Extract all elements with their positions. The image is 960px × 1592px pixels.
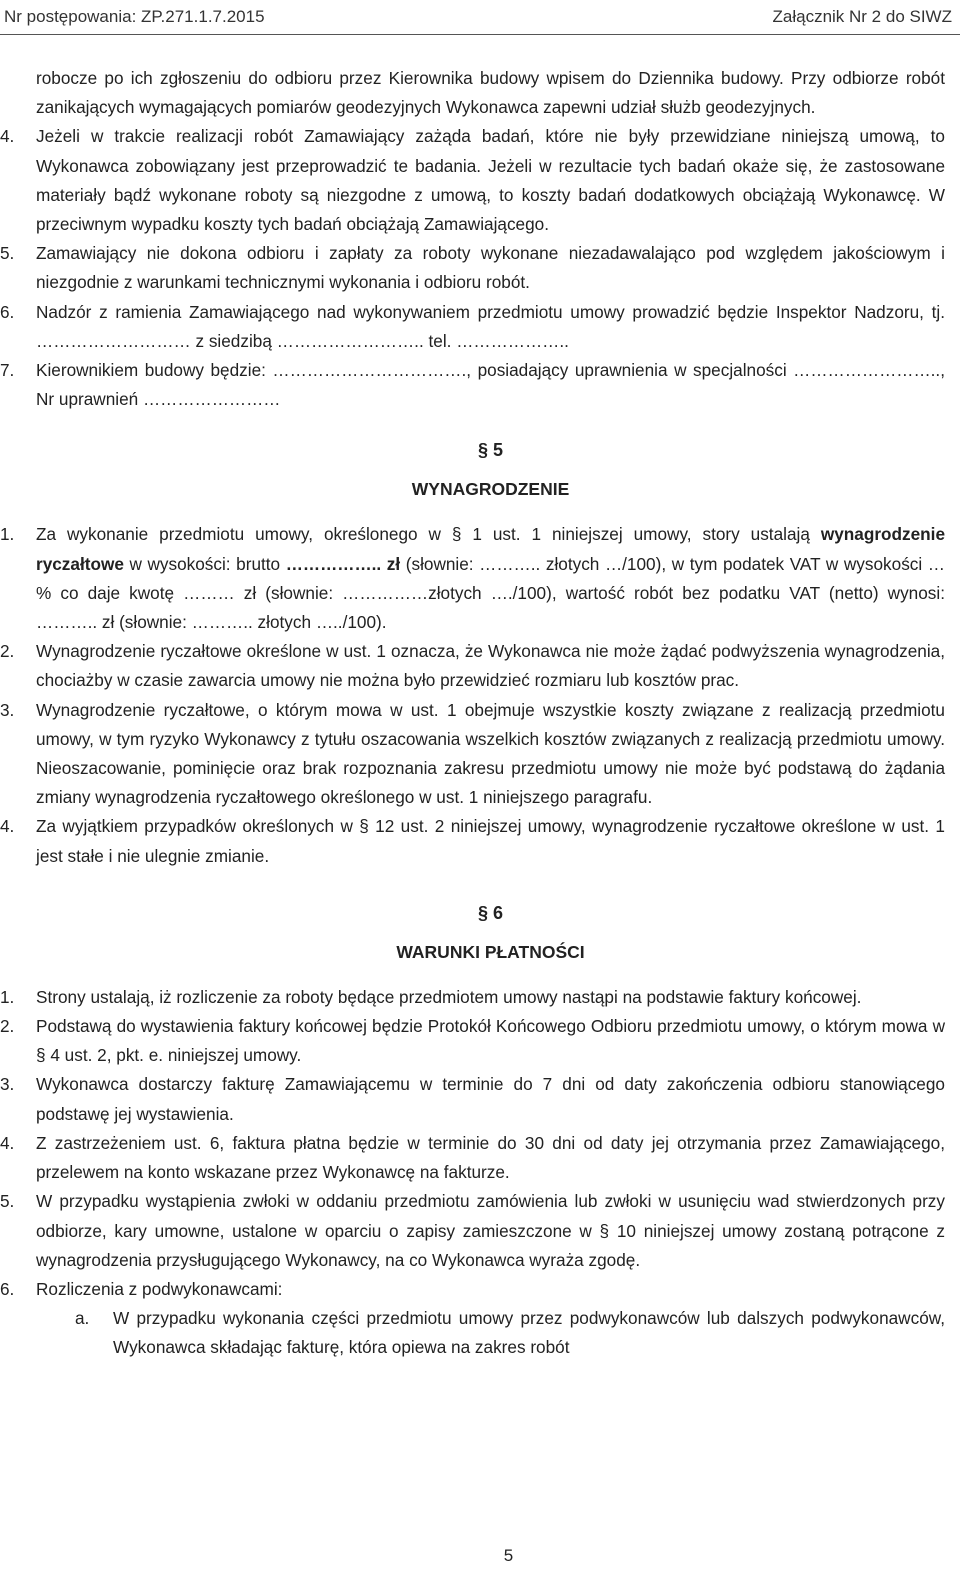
list-text: Strony ustalają, iż rozliczenie za roboty będące przedmiotem umowy nastąpi na podstawie faktury końcowej. (36, 986, 862, 1007)
section-5-sign: § 5 (477, 440, 504, 461)
list-item (0, 298, 945, 356)
bold-amount: …………….. zł (285, 553, 401, 574)
list-text: Kierownikiem budowy będzie: ……………………………., posiadający uprawnienia w specjalności …………………….., Nr uprawnień …………………… (36, 360, 945, 410)
section-6-sign: § 6 (477, 902, 504, 923)
list-text: Jeżeli w trakcie realizacji robót Zamawiający zażąda badań, które nie były przewidziane niniejszą umową, to Wykonawca zobowiązany jest przeprowadzić te badania. Jeżeli w rezultacie tych badań okaże się, że zastosowane materiały bądź wykonane roboty są niezgodne z umową, to koszty badań dodatkowych obciążają Wykonawcę. W przeciwnym wypadku koszty tych badań obciążają Zamawiającego. (36, 126, 945, 235)
sub-list-item (0, 1304, 945, 1362)
list-text-part: w wysokości: brutto (123, 553, 286, 574)
list-text: Za wyjątkiem przypadków określonych w § 12 ust. 2 niniejszej umowy, wynagrodzenie ryczałtowe określone w ust. 1 jest stałe i nie ulegnie zmianie. (36, 816, 945, 866)
list-number: 3. (0, 1074, 15, 1095)
list-item (0, 1275, 945, 1304)
list-number: 4. (0, 1132, 15, 1153)
list-item (0, 812, 945, 870)
list-item (0, 356, 945, 414)
attachment-label: Załącznik Nr 2 do SIWZ (772, 7, 952, 26)
bold-term: wynagrodzenie ryczałtowe (36, 524, 945, 574)
sub-list-text: W przypadku wykonania części przedmiotu umowy przez podwykonawców lub dalszych podwykonawców, Wykonawca składając fakturę, która opiewa na zakres robót (113, 1308, 945, 1358)
list-number: 4. (0, 816, 15, 837)
list-number: 2. (0, 1016, 15, 1037)
list-number: 5. (0, 243, 15, 264)
page-header (0, 4, 960, 34)
section-5-title: WYNAGRODZENIE (411, 479, 570, 500)
list-item (0, 239, 945, 297)
page-number: 5 (503, 1546, 514, 1565)
list-item (0, 983, 945, 1012)
list-item (0, 1012, 945, 1070)
list-text-part: (słownie: ……….. złotych …/100), w tym podatek VAT w wysokości …% co daje kwotę ……… zł (słownie: ……………złotych …./100), wartość robót bez podatku VAT (netto) wynosi: ……….. zł (słownie: ……….. złotych …../100). (36, 553, 945, 633)
list-text: Podstawą do wystawienia faktury końcowej będzie Protokół Końcowego Odbioru przedmiotu umowy, o którym mowa w § 4 ust. 2, pkt. e. niniejszej umowy. (36, 1016, 945, 1066)
list-text: W przypadku wystąpienia zwłoki w oddaniu przedmiotu zamówienia lub zwłoki w usunięciu wad stwierdzonych przy odbiorze, kary umowne, ustalone w oparciu o zapisy zamieszczone w § 10 niniejszej umowy zostaną potrącone z wynagrodzenia przysługującego Wykonawcy, na co Wykonawca wyraża zgodę. (36, 1191, 945, 1270)
procedure-number: Nr postępowania: ZP.271.1.7.2015 (4, 7, 265, 26)
section-6-title: WARUNKI PŁATNOŚCI (396, 941, 585, 962)
list-item (0, 1129, 945, 1187)
list-number: 1. (0, 524, 15, 545)
list-text: Zamawiający nie dokona odbioru i zapłaty za roboty wykonane niezadawalająco pod względem jakościowym i niezgodnie z warunkami technicznymi wykonania i odbioru robót. (36, 243, 945, 293)
document-body (0, 64, 945, 1363)
list-item (0, 696, 945, 813)
paragraph-continuation: robocze po ich zgłoszeniu do odbioru przez Kierownika budowy wpisem do Dziennika budowy. Przy odbiorze robót zanikających wymagających pomiarów geodezyjnych Wykonawca zapewni udział służb geodezyjnych. (36, 68, 945, 118)
list-text: Wynagrodzenie ryczałtowe, o którym mowa w ust. 1 obejmuje wszystkie koszty związane z realizacją przedmiotu umowy, w tym ryzyko Wykonawcy z tytułu oszacowania wszelkich kosztów związanych z realizacją przedmiotu umowy. Nieoszacowanie, pominięcie oraz brak rozpoznania zakresu przedmiotu umowy nie może być podstawą do żądania zmiany wynagrodzenia ryczałtowego określonego w ust. 1 niniejszego paragrafu. (36, 699, 945, 808)
list-text: Wynagrodzenie ryczałtowe określone w ust. 1 oznacza, że Wykonawca nie może żądać podwyższenia wynagrodzenia, chociażby w czasie zawarcia umowy nie można było przewidzieć rozmiaru lub kosztów prac. (36, 641, 945, 691)
sub-list-letter: a. (75, 1308, 90, 1329)
list-text: Z zastrzeżeniem ust. 6, faktura płatna będzie w terminie do 30 dni od daty jej otrzymania przez Zamawiającego, przelewem na konto wskazane przez Wykonawcę na fakturze. (36, 1132, 945, 1183)
list-number: 7. (0, 360, 15, 381)
list-number: 4. (0, 126, 15, 147)
list-number: 6. (0, 1278, 15, 1299)
list-number: 5. (0, 1191, 15, 1212)
list-item (0, 1070, 945, 1128)
list-text: Nadzór z ramienia Zamawiającego nad wykonywaniem przedmiotu umowy prowadzić będzie Inspektor Nadzoru, tj. ……………………… z siedzibą …………………….. tel. ……………….. (36, 301, 945, 351)
list-number: 2. (0, 641, 15, 662)
list-text-part: Za wykonanie przedmiotu umowy, określonego w § 1 ust. 1 niniejszej umowy, story ustalają (36, 524, 821, 545)
list-number: 1. (0, 986, 15, 1007)
list-item (0, 520, 945, 637)
list-text: Rozliczenia z podwykonawcami: (36, 1278, 283, 1299)
list-text: Wykonawca dostarczy fakturę Zamawiającemu w terminie do 7 dni od daty zakończenia odbioru stanowiącego podstawę jej wystawienia. (36, 1074, 945, 1124)
header-divider (0, 34, 960, 35)
list-number: 6. (0, 301, 15, 322)
list-number: 3. (0, 699, 15, 720)
list-item (0, 122, 945, 239)
list-item (0, 1187, 945, 1275)
list-item (0, 637, 945, 695)
